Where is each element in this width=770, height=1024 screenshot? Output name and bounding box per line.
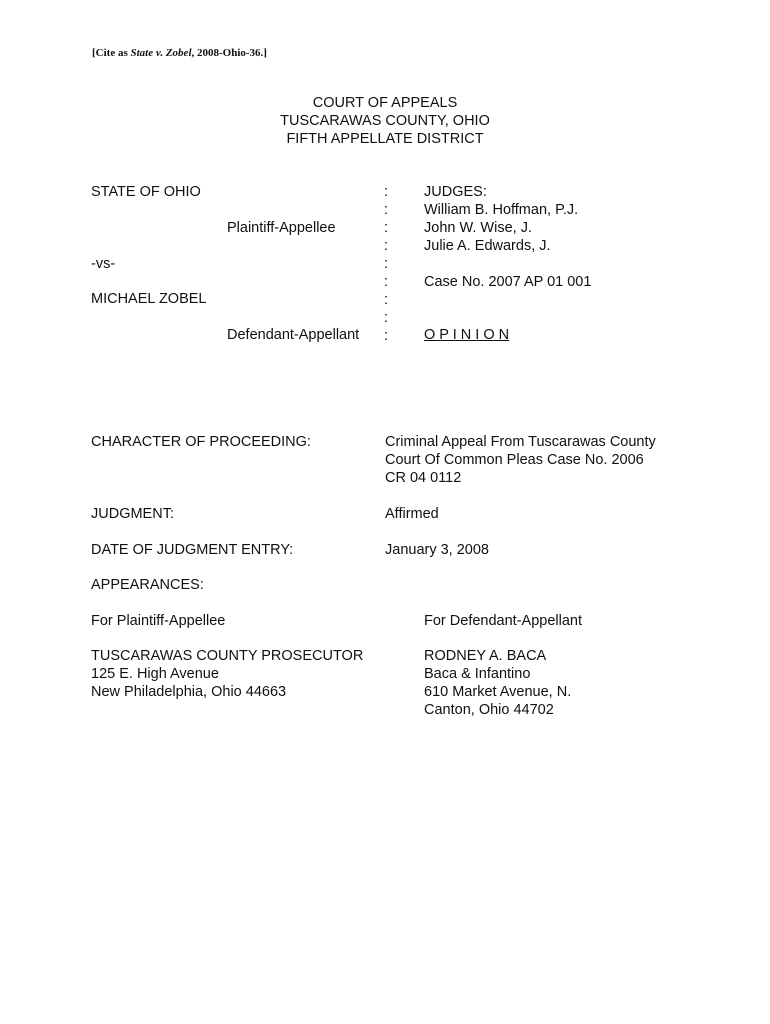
court-district: FIFTH APPELLATE DISTRICT [286,131,484,147]
opinion-title: O P I N I O N [424,327,510,343]
caption-colon: : [384,256,389,272]
address-line: Canton, Ohio 44702 [424,702,554,718]
address-line: RODNEY A. BACA [424,648,547,664]
case-number: Case No. 2007 AP 01 001 [424,274,592,290]
court-header [0,94,770,148]
judgment-value: Affirmed [385,506,439,522]
citation-case-name: State v. Zobel [130,47,192,59]
caption-colon: : [384,292,389,308]
caption-colon: : [384,184,389,200]
defendant-counsel-heading: For Defendant-Appellant [424,613,582,629]
plaintiff-name: STATE OF OHIO [91,184,201,200]
character-line: CR 04 0112 [385,470,462,486]
caption-colon: : [384,220,389,236]
character-line: Court Of Common Pleas Case No. 2006 [385,452,644,468]
address-line: TUSCARAWAS COUNTY PROSECUTOR [91,648,364,664]
defendant-counsel-address [424,647,571,719]
address-line: 125 E. High Avenue [91,666,219,682]
citation-prefix: [Cite as [92,47,131,59]
caption-colon-column [384,183,388,345]
address-line: 610 Market Avenue, N. [424,684,572,700]
caption-colon: : [384,328,389,344]
character-value [385,433,656,487]
caption-colon: : [384,310,389,326]
date-label: DATE OF JUDGMENT ENTRY: [91,542,294,558]
citation [92,44,267,62]
caption-colon: : [384,274,389,290]
plaintiff-counsel-heading: For Plaintiff-Appellee [91,613,226,629]
caption-colon: : [384,238,389,254]
address-line: Baca & Infantino [424,666,531,682]
versus: -vs- [91,256,116,272]
judge-name: John W. Wise, J. [424,220,532,236]
character-label: CHARACTER OF PROCEEDING: [91,434,311,450]
judges-heading: JUDGES: [424,184,487,200]
judge-name: Julie A. Edwards, J. [424,238,551,254]
judge-name: William B. Hoffman, P.J. [424,202,579,218]
caption-colon: : [384,202,389,218]
plaintiff-counsel-address [91,647,363,701]
appearances-heading: APPEARANCES: [91,577,204,593]
defendant-name: MICHAEL ZOBEL [91,291,207,307]
date-value: January 3, 2008 [385,542,489,558]
judges-block [424,183,578,255]
address-line: New Philadelphia, Ohio 44663 [91,684,287,700]
court-county: TUSCARAWAS COUNTY, OHIO [280,113,490,129]
citation-suffix: , 2008-Ohio-36.] [191,47,267,59]
defendant-role: Defendant-Appellant [227,327,360,343]
character-line: Criminal Appeal From Tuscarawas County [385,434,656,450]
judgment-label: JUDGMENT: [91,506,174,522]
plaintiff-role: Plaintiff-Appellee [227,220,336,236]
court-name: COURT OF APPEALS [312,95,458,111]
